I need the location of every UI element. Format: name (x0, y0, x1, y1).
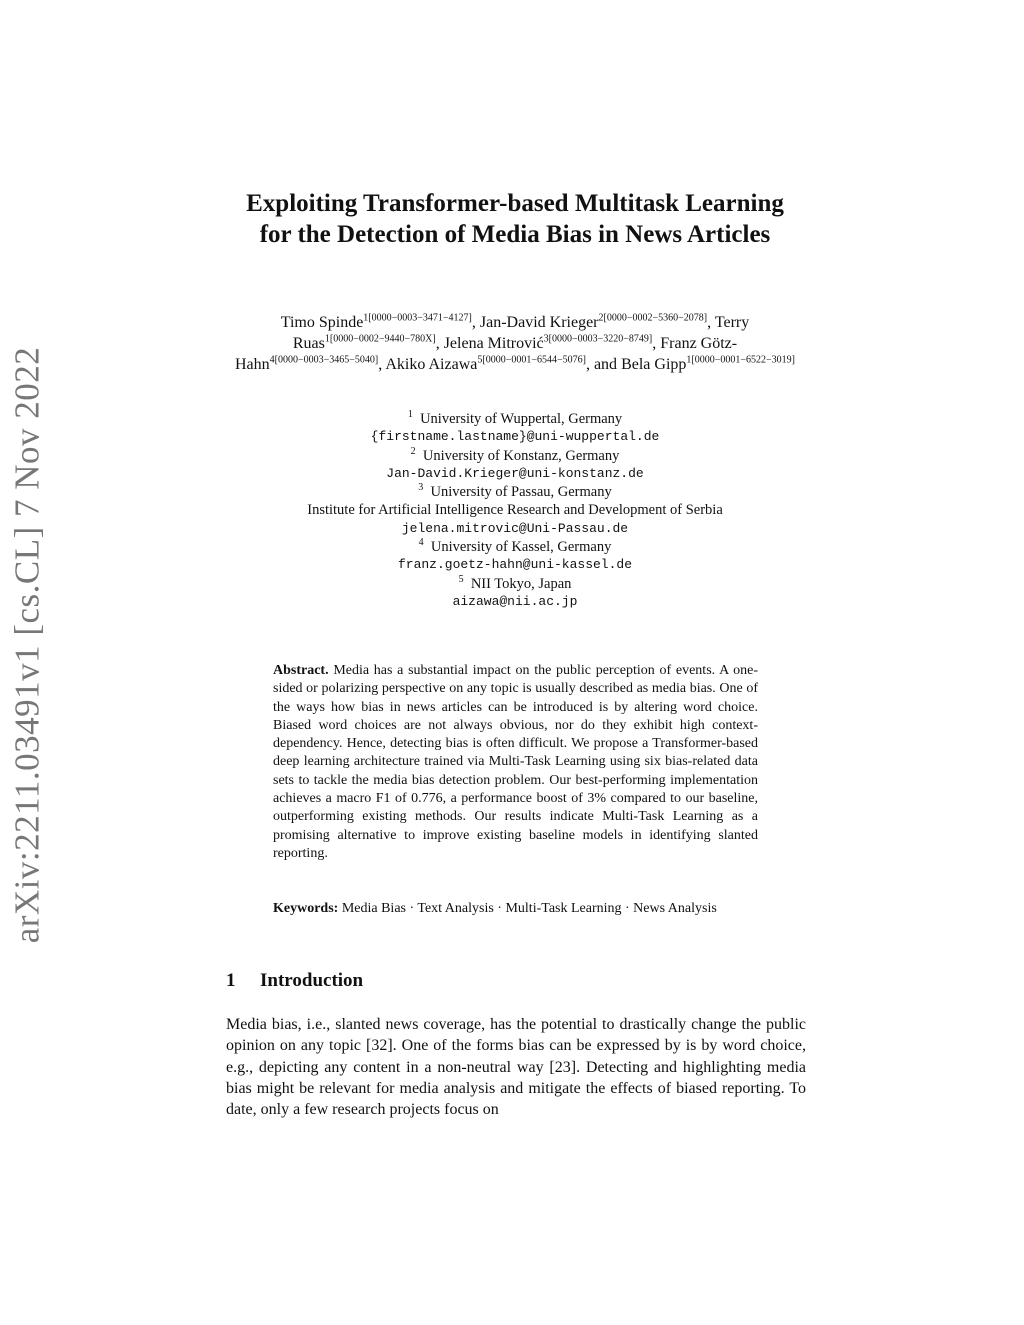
keywords-text: Media Bias · Text Analysis · Multi-Task Learning · News Analysis (341, 901, 717, 916)
arxiv-identifier: arXiv:2211.03491v1 [cs.CL] 7 Nov 2022 (7, 346, 46, 944)
email-1: {firstname.lastname}@uni-wuppertal.de (370, 429, 660, 445)
affiliation-3: $^3$ University of Passau, Germany (418, 482, 612, 501)
email-2: Jan-David.Krieger@uni-konstanz.de (386, 465, 644, 481)
affiliations (225, 410, 805, 611)
abstract-text: Media has a substantial impact on the public perception of events. A one-sided or polarizing perspective on any topic is usually described as media bias. One of the ways how bias in news articles can be introduced is by altering word choice. Biased word choices are not always obvious, nor do they exhibit high context-dependency. Hence, detecting bias is often difficult. We propose a Transformer-based deep learning architecture trained via Multi-Task Learning using six bias-related data sets to tackle the media bias detection problem. Our best-performing implementation achieves a macro F1 of 0.776, a performance boost of 3% compared to our baseline, outperforming existing methods. Our results indicate Multi-Task Learning as a promising alternative to improve existing baseline models in identifying slanted reporting. (273, 663, 759, 861)
intro-paragraph: Media bias, i.e., slanted news coverage, has the potential to drastically change the public opinion on any topic [32]. One of the forms bias can be expressed by is by word choice, e.g., depicting any content in a non-neutral way [23]. Detecting and highlighting media bias might be relevant for media analysis and mitigate the effects of biased reporting. To date, only a few research projects focus on (226, 1016, 806, 1119)
abstract-label: Abstract. (273, 663, 329, 678)
email-3: jelena.mitrovic@Uni-Passau.de (401, 520, 629, 536)
author: Jan-David Krieger$^{2[0000-0002-5360-2078]}$, (479, 312, 715, 331)
abstract (273, 662, 758, 863)
email-4: franz.goetz-hahn@uni-kassel.de (397, 557, 633, 573)
affiliation-2: $^2$ University of Konstanz, Germany (410, 445, 620, 464)
arxiv-sidebar (4, 346, 50, 944)
author: Terry Ruas$^{1[0000-0002-9440-780X]}$, (292, 314, 750, 352)
paper-title: Exploiting Transformer-based Multitask Learning for the Detection of Media Bias in News Articles (246, 190, 784, 248)
email-5: aizawa@nii.ac.jp (452, 593, 578, 609)
keywords-label: Keywords: (273, 901, 339, 916)
affiliation-5: $^5$ NII Tokyo, Japan (458, 573, 572, 592)
section-heading (226, 970, 806, 992)
author: Timo Spinde$^{1[0000-0003-3471-4127]}$, (280, 312, 480, 331)
author: Akiko Aizawa$^{5[0000-0001-6544-5076]}$, and (385, 354, 622, 373)
section-number: 1 (226, 970, 236, 991)
author: Jelena Mitrović$^{3[0000-0003-3220-8749]}$, (443, 333, 661, 352)
affiliation-4: $^4$ University of Kassel, Germany (418, 537, 612, 556)
author: Bela Gipp$^{1[0000-0001-6522-3019]}$ (621, 354, 795, 373)
keywords (273, 900, 758, 918)
author: Franz Götz-Hahn$^{4[0000-0003-3465-5040]}$, (235, 335, 738, 373)
author-list (225, 312, 805, 375)
section-title: Introduction (260, 970, 364, 991)
affiliation-1: $^1$ University of Wuppertal, Germany (407, 409, 623, 427)
affiliation-3-institute: Institute for Artificial Intelligence Research and Development of Serbia (307, 502, 723, 519)
